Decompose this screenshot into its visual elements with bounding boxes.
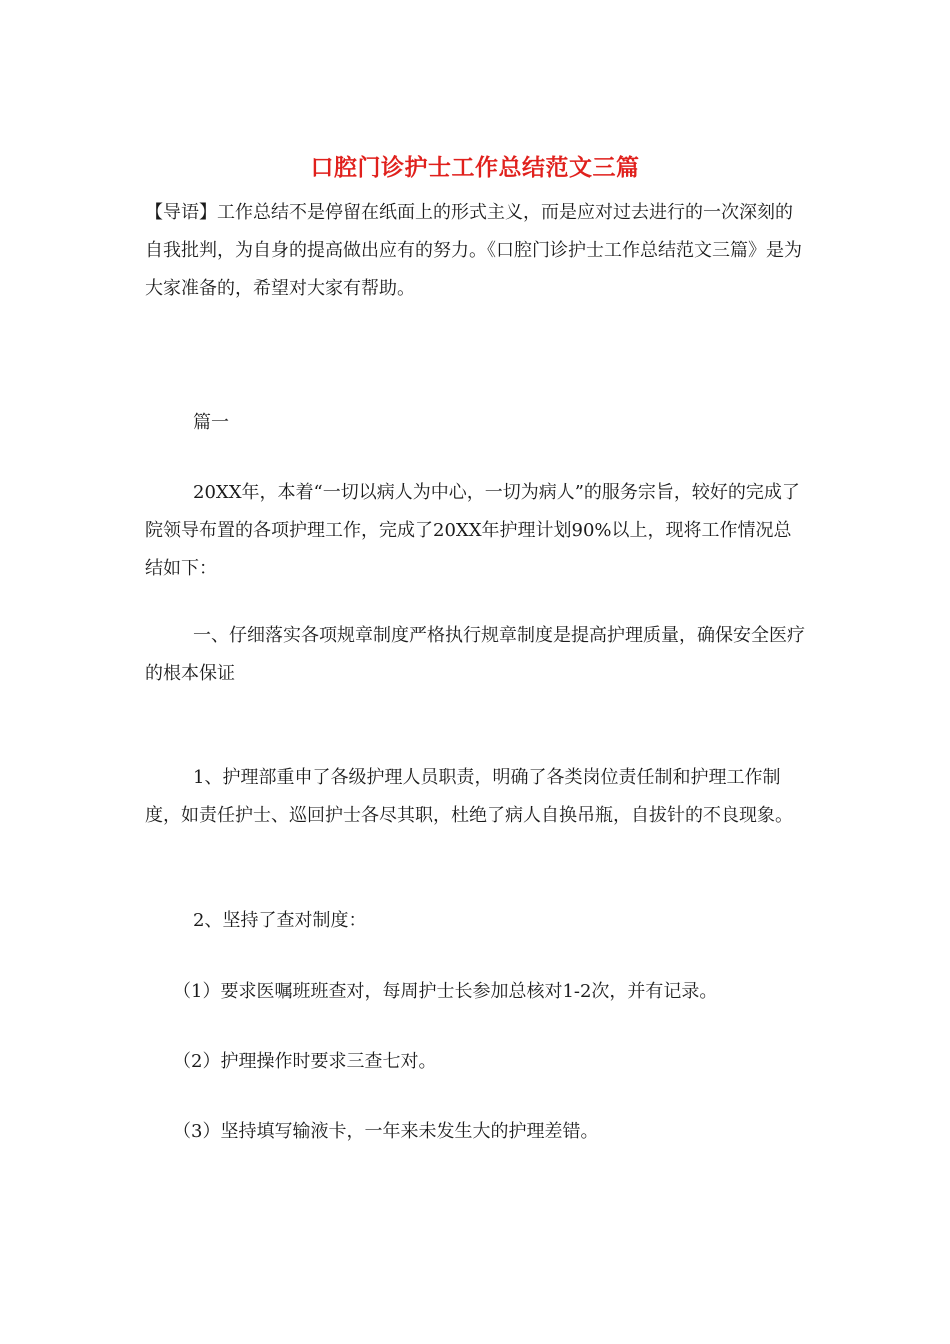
intro-paragraph: 【导语】工作总结不是停留在纸面上的形式主义，而是应对过去进行的一次深刻的自我批判，为自身的提高做出应有的努力。《口腔门诊护士工作总结范文三篇》是为大家准备的，希望对大家有帮助。 bbox=[145, 202, 802, 299]
list-item: 1、护理部重申了各级护理人员职责，明确了各类岗位责任制和护理工作制度，如责任护士、巡回护士各尽其职，杜绝了病人自换吊瓶，自拔针的不良现象。 bbox=[145, 767, 793, 826]
sub-list-item: （3）坚持填写输液卡，一年来未发生大的护理差错。 bbox=[173, 1121, 599, 1142]
body-paragraph: 20XX年，本着“一切以病人为中心，一切为病人”的服务宗旨，较好的完成了院领导布置的各项护理工作，完成了20XX年护理计划90%以上，现将工作情况总结如下： bbox=[145, 482, 800, 579]
document-title: 口腔门诊护士工作总结范文三篇 bbox=[310, 154, 640, 181]
sub-list-item: （1）要求医嘱班班查对，每周护士长参加总核对1-2次，并有记录。 bbox=[173, 981, 718, 1002]
sub-list-item: （2）护理操作时要求三查七对。 bbox=[173, 1051, 437, 1072]
list-item: 2、坚持了查对制度： bbox=[193, 910, 367, 931]
section-heading: 一、仔细落实各项规章制度严格执行规章制度是提高护理质量，确保安全医疗的根本保证 bbox=[145, 625, 805, 684]
section-label: 篇一 bbox=[193, 412, 229, 433]
